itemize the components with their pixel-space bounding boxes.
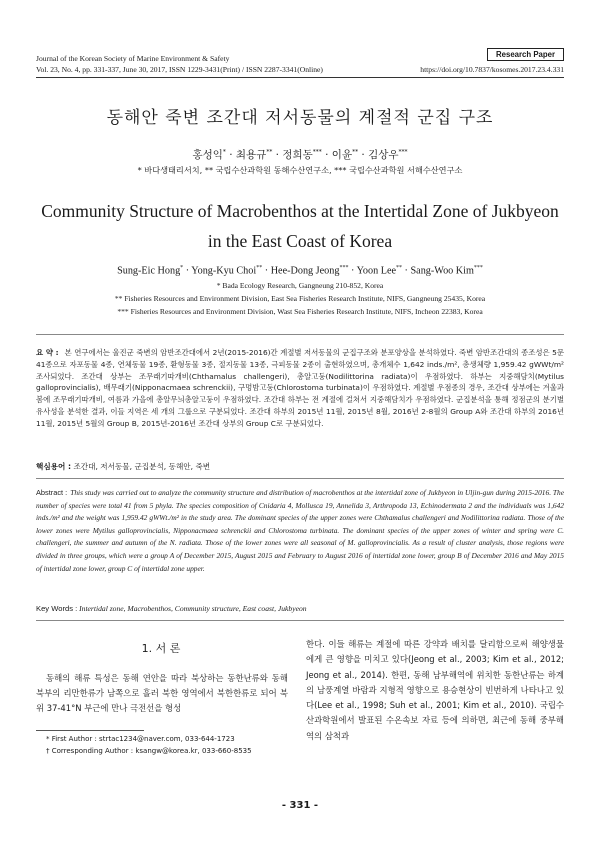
korean-keywords [36, 461, 564, 472]
journal-name: Journal of the Korean Society of Marine Environment & Safety [36, 54, 230, 63]
korean-abstract-label: 요 약 : [36, 348, 59, 357]
english-keywords [36, 604, 564, 613]
author-mark: ** [396, 265, 402, 271]
body-right-column: 한다. 이들 해류는 계절에 따른 강약과 배치를 달리함으로써 해양생물에게 큰 영향을 미치고 있다(Jeong et al., 2003; Kim et al., 2012; Jeong et al., 2014). 한편, 동해 남부해역에 위치한 동한난류는 하계의 남풍계열 바람과 지형적 영향으로 용승현상이 빈번하게 나타나고 있다(Lee et al., 1998; Suh et al., 2001; Kim et al., 2010). 국립수산과학원에서 발표된 수온속보 자료 등에 의하면, 최근에 동해 중부해역의 삼척과 [306, 639, 564, 741]
author-name: 홍성익 [192, 149, 223, 161]
author-name: Sang-Woo Kim [410, 265, 474, 277]
english-affiliation-1: * Bada Ecology Research, Gangneung 210-852, Korea [216, 281, 384, 290]
page-number: - 331 - [281, 800, 319, 811]
section-title: 1. 서 론 [141, 642, 181, 655]
english-abstract-label: Abstract : [36, 488, 68, 497]
author-mark: *** [339, 265, 349, 271]
author-name: 이윤 [331, 149, 353, 161]
author-separator: · [402, 265, 411, 277]
english-abstract-text: This study was carried out to analyze the community structure and distribution of macrobenthos at the intertidal zone of Jukbyeon in Uljin-gun during 2015-2016. The number of species were total 41 from 5 phyla. The species composition of Cnidaria 4, Mollusca 19, Annelida 3, Arthropoda 13, Echinodermata 2 and the individuals was 1,642 inds./m² and the weight was 1,959.42 gWWt./m² in the study area. The dominant species of the upper zones were Chthamalus challengeri and Nodilittorina radiata. Those of the lower zones were Mytilus galloprovincialis, Nipponacmaea schrenckii and Chlorostoma turbinata. The dominant species of the upper zones of winter and spring were C. challengeri, the summer and autumn of the N. radiata. Those of the lower zones were all seasonal of M. galloprovincialis. As a result of cluster analysis, those regions were divided in three groups, which were a group A of December 2015, August 2015 and February to August 2016 of intertidal zone lower, group B of December 2016 and May 2015 of intertidal zone lower, group C of intertidal zone upper. [36, 488, 564, 573]
author-separator: · [321, 149, 332, 161]
author-separator: · [262, 265, 271, 277]
english-affiliation-2: ** Fisheries Resources and Environment Division, East Sea Fisheries Research Institute, NIFS, Gangneung 25435, Korea [114, 294, 486, 303]
english-title-line2: in the East Coast of Korea [207, 231, 393, 251]
author-mark: ** [266, 148, 273, 156]
english-authors [0, 265, 600, 276]
author-name: Yoon Lee [356, 265, 396, 277]
korean-abstract-text: 본 연구에서는 울진군 죽변의 암반조간대에서 2년(2015-2016)간 계절별 저서동물의 군집구조와 분포양상을 분석하였다. 죽변 암반조간대의 종조성은 5문 41종으로 자포동물 4종, 연체동물 19종, 환형동물 3종, 절지동물 13종, 극피동물 2종이 출현하였으며, 총개체수 1,642 inds./m², 총생체량 1,959.42 gWWt/m² 조사되었다. 조간대 상부는 조무래기따개비(Chthamalus challengeri), 총알고둥(Nodilittorina radiata)이 우점하였다. 하부는 지중해담치(Mytilus galloprovincialis), 배무래기(Nipponacmaea schrenckii), 구멍밤고둥(Chlorostoma turbinata)이 우점하였다. 계절별 우점종의 경우, 조간대 상부에는 겨울과 봄에 조무래기따개비, 여름과 가을에 총알무늬총알고둥이 우점하였다. 조간대 하부는 전 계절에 걸쳐서 지중해담치가 우점하였다. 군집분석을 통해 정점군의 분기별 유사성을 분석한 결과, 이들 지역은 세 개의 그룹으로 구분되었다. 조간대 하부의 2015년 11월, 2015년 8월, 2016년 2-8월의 Group A와 조간대 하부의 2016년 11월, 2015년 5월의 Group B, 2015년-2016년 조간대 상부의 Group C로 구분되었다. [36, 348, 564, 428]
author-mark: *** [398, 148, 408, 156]
author-name: 최용규 [235, 149, 267, 161]
author-name: Yong-Kyu Choi [191, 265, 257, 277]
english-affiliation-3: *** Fisheries Resources and Environment Division, Wast Sea Fisheries Research Institute, NIFS, Incheon 22383, Korea [117, 307, 483, 316]
english-title [0, 196, 600, 256]
author-separator: · [358, 149, 369, 161]
article-type-badge: Research Paper [487, 48, 564, 61]
english-keywords-text: Intertidal zone, Macrobenthos, Community structure, East coast, Jukbyeon [79, 604, 307, 613]
section-divider [36, 334, 564, 335]
author-mark: ** [256, 265, 263, 271]
body-left-column: 동해의 해류 특성은 동해 연안을 따라 북상하는 동한난류와 동해 북부의 리만한류가 남쪽으로 흘러 북한 영역에서 북한한류로 되어 북위 37-41°N 부근에 만나 극전선을 형성 [36, 673, 288, 713]
author-mark: *** [312, 148, 322, 156]
author-separator: · [225, 149, 236, 161]
author-name: 김상우 [368, 149, 399, 161]
author-separator: · [348, 265, 357, 277]
footnote-rule [36, 730, 144, 731]
author-separator: · [183, 265, 192, 277]
korean-title: 동해안 죽변 조간대 저서동물의 계절적 군집 구조 [106, 108, 494, 128]
author-mark: *** [473, 265, 483, 271]
author-separator: · [272, 149, 283, 161]
footnote-first-author: * First Author : strtac1234@naver.com, 033-644-1723 [46, 735, 235, 743]
english-abstract [36, 487, 564, 575]
doi-link[interactable]: https://doi.org/10.7837/kosomes.2017.23.4.331 [420, 65, 564, 74]
english-title-line1: Community Structure of Macrobenthos at the Intertidal Zone of Jukbyeon [41, 201, 559, 221]
section-divider [36, 478, 564, 479]
korean-keywords-text: 조간대, 저서동물, 군집분석, 동해안, 죽변 [73, 462, 211, 471]
author-name: 정희동 [282, 149, 313, 161]
author-name: Sung-Eic Hong [117, 265, 181, 277]
english-keywords-label: Key Words : [36, 604, 78, 613]
korean-authors [0, 147, 600, 162]
volume-line: Vol. 23, No. 4, pp. 331-337, June 30, 2017, ISSN 1229-3431(Print) / ISSN 2287-3341(Online) [36, 65, 323, 74]
footnote-corresponding-author: † Corresponding Author : ksangw@korea.kr, 033-660-8535 [46, 747, 252, 755]
korean-keywords-label: 핵심용어 : [36, 462, 72, 471]
section-divider [36, 620, 564, 621]
author-mark: * [180, 265, 184, 271]
korean-abstract [36, 347, 564, 430]
korean-affiliation: * 바다생태리서치, ** 국립수산과학원 동해수산연구소, *** 국립수산과학원 서해수산연구소 [137, 165, 463, 175]
author-mark: ** [352, 148, 359, 156]
author-mark: * [222, 148, 226, 156]
header-rule [36, 77, 564, 78]
author-name: Hee-Dong Jeong [270, 265, 340, 277]
